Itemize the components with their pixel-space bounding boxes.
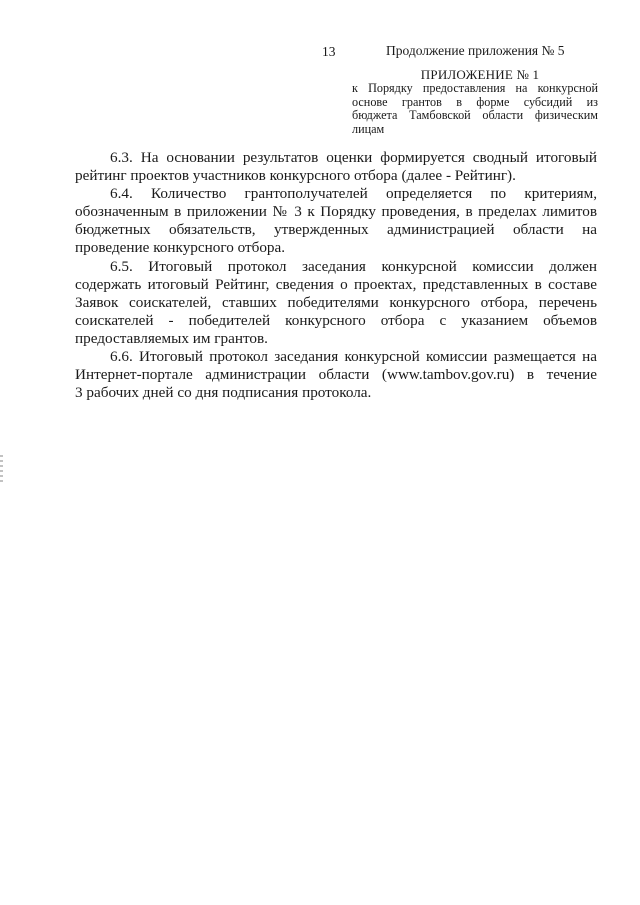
text-line: 6.6. Итоговый протокол заседания конкурсной комиссии размещается на <box>110 348 597 366</box>
text-line: Интернет-портале администрации области (www.tambov.gov.ru) в течение <box>75 366 597 384</box>
text-line: рейтинг проектов участников конкурсного отбора (далее - Рейтинг). <box>75 167 516 185</box>
appendix-title: ПРИЛОЖЕНИЕ № 1 <box>420 67 540 82</box>
text-line: 3 рабочих дней со дня подписания протокола. <box>75 384 372 402</box>
text-line: содержать итоговый Рейтинг, сведения о проектах, представленных в составе <box>75 275 597 293</box>
text-line: бюджетных обязательств, утвержденных администрацией области на <box>75 221 597 239</box>
text-line: Заявок соискателей, ставших победителями конкурсного отбора, перечень <box>75 293 597 311</box>
text-line: соискателей - победителей конкурсного отбора с указанием объемов <box>75 311 597 329</box>
appendix-reference <box>352 68 598 136</box>
text-line: 6.4. Количество грантополучателей определяется по критериям, <box>110 185 597 203</box>
appendix-line: бюджета Тамбовской области физическим <box>352 108 598 123</box>
paragraph-6-5 <box>75 258 597 348</box>
text-line: предоставляемых им грантов. <box>75 329 268 347</box>
appendix-line: к Порядку предоставления на конкурсной <box>352 81 598 96</box>
text-line: 6.5. Итоговый протокол заседания конкурсной комиссии должен <box>110 257 597 275</box>
paragraph-6-6 <box>75 348 597 402</box>
body-text <box>75 149 597 402</box>
continuation-header: Продолжение приложения № 5 <box>386 43 565 58</box>
paragraph-6-3 <box>75 149 597 185</box>
appendix-line: лицам <box>352 121 385 136</box>
appendix-line: основе грантов в форме субсидий из <box>352 94 598 109</box>
text-line: обозначенным в приложении № 3 к Порядку проведения, в пределах лимитов <box>75 203 597 221</box>
paragraph-6-4 <box>75 185 597 257</box>
page-number: 13 <box>322 44 336 59</box>
text-line: проведение конкурсного отбора. <box>75 239 286 257</box>
text-line: 6.3. На основании результатов оценки формируется сводный итоговый <box>110 149 597 166</box>
scan-margin-mark <box>0 455 3 485</box>
